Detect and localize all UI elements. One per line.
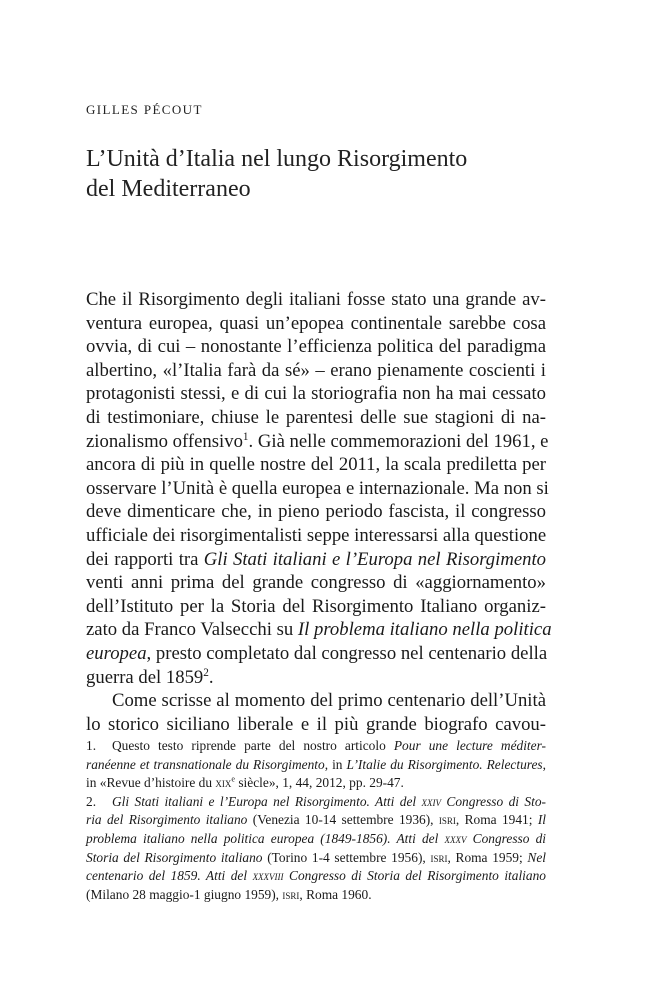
footnote-2-line-6: (Milano 28 maggio-1 giugno 1959), isri, Roma 1960. xyxy=(86,886,372,902)
body-line-17: guerra del 1859$^2$. xyxy=(86,666,214,688)
body-line-11: ufficiale dei risorgimentalisti seppe interessarsi alla questione xyxy=(86,524,547,546)
footnote-2-line-5: centenario del 1859. Atti del xxxviii Congresso di Storia del Risorgimento italiano xyxy=(86,868,546,884)
title-line-2: del Mediterraneo xyxy=(86,176,251,202)
footnote-1-line-2: ranéenne et transnationale du Risorgimento, in L’Italie du Risorgimento. Relectures, xyxy=(86,756,546,772)
body-line-6: di testimoniare, chiuse le parentesi delle sue stagioni di na- xyxy=(86,406,546,428)
body-paragraphs xyxy=(86,288,552,736)
article-title xyxy=(86,144,467,204)
body-line-18: Come scrisse al momento del primo centenario dell’Unità xyxy=(112,690,546,712)
body-line-8: ancora di più in quelle nostre del 2011, la scala prediletta per xyxy=(86,454,546,476)
body-line-9: osservare l’Unità è quella europea e internazionale. Ma non si xyxy=(86,477,549,499)
body-line-3: ovvia, di cui – nonostante l’efficienza politica del paradigma xyxy=(86,336,546,358)
body-line-10: deve dimenticare che, in pieno periodo fascista, il congresso xyxy=(86,501,546,523)
footnote-ref-1[interactable]: 1 xyxy=(242,430,249,443)
author-name: GILLES PÉCOUT xyxy=(86,102,203,117)
footnote-2-line-2: ria del Risorgimento italiano (Venezia 10-14 settembre 1936), isri, Roma 1941; Il xyxy=(86,812,546,828)
body-line-16: europea, presto completato dal congresso nel centenario della xyxy=(86,642,548,664)
footnote-2-line-3: problema italiano nella politica europea (1849-1856). Atti del xxxv Congresso di xyxy=(86,830,547,846)
footnotes xyxy=(86,737,546,904)
body-line-19: lo storico siciliano liberale e il più grande biografo cavou- xyxy=(86,713,546,735)
footnote-ref-2[interactable]: 2 xyxy=(203,666,209,679)
body-line-5: protagonisti stessi, e di cui la storiografia non ha mai cessato xyxy=(86,383,546,405)
body-line-7: zionalismo offensivo$^1$. Già nelle commemorazioni del 1961, e xyxy=(86,430,549,452)
body-line-2: ventura europea, quasi un’epopea continentale sarebbe cosa xyxy=(86,312,546,334)
title-line-1: L’Unità d’Italia nel lungo Risorgimento xyxy=(86,146,468,172)
footnote-2-number: 2. xyxy=(86,793,97,809)
footnote-1-line-1: 1. Questo testo riprende parte del nostro articolo Pour une lecture méditer- xyxy=(86,737,546,756)
footnote-2-line-1: 2. Gli Stati italiani e l’Europa nel Risorgimento. Atti del xxiv Congresso di Sto- xyxy=(86,793,546,812)
footnote-1-line-3: in «Revue d’histoire du xix$^e$ siècle», 1, 44, 2012, pp. 29-47. xyxy=(86,774,404,791)
body-line-12: dei rapporti tra Gli Stati italiani e l’Europa nel Risorgimento xyxy=(86,548,546,570)
body-line-15: zato da Franco Valsecchi su Il problema italiano nella politica xyxy=(86,619,552,641)
body-line-13: venti anni prima del grande congresso di «aggiornamento» xyxy=(86,572,546,594)
footnote-2-line-4: Storia del Risorgimento italiano (Torino 1-4 settembre 1956), isri, Roma 1959; Nel xyxy=(86,849,546,865)
body-line-4: albertino, «l’Italia farà da sé» – erano pienamente coscienti i xyxy=(86,359,546,381)
footnote-1-number: 1. xyxy=(86,738,97,753)
body-line-14: dell’Istituto per la Storia del Risorgimento Italiano organiz- xyxy=(86,595,546,617)
body-line-1: Che il Risorgimento degli italiani fosse stato una grande av- xyxy=(86,289,546,310)
